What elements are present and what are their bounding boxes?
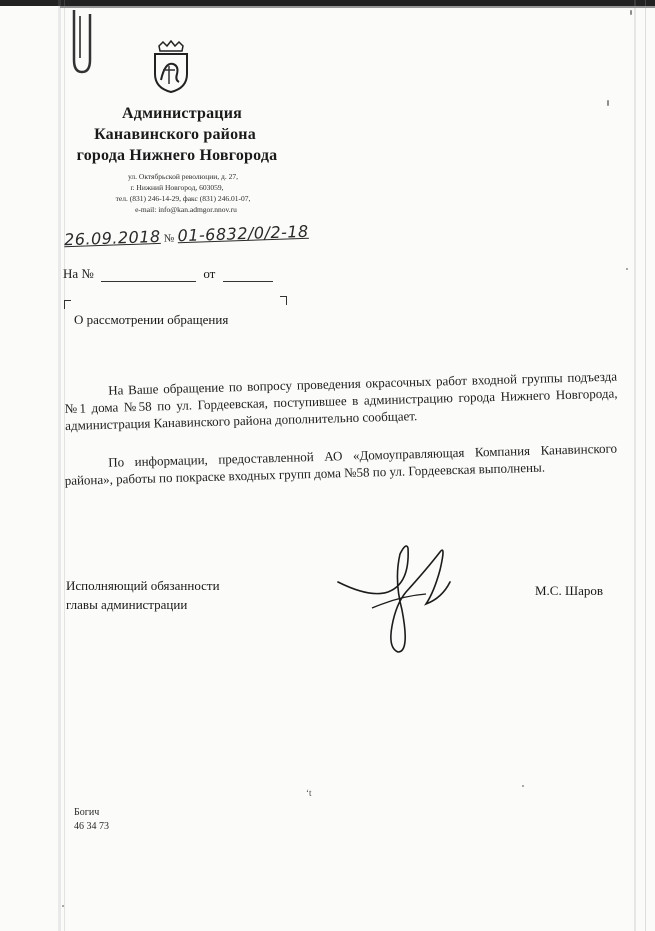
handwritten-signature	[330, 540, 480, 660]
scan-speck	[607, 100, 609, 106]
address-line2: г. Нижний Новгород, 603059,	[130, 183, 224, 192]
address-line3: тел. (831) 246-14-29, факс (831) 246.01-07,	[115, 194, 251, 203]
reference-number-blank	[101, 269, 196, 282]
scan-speck	[626, 268, 628, 270]
registration-number: 01-6832/0/2-18	[177, 221, 309, 246]
body-paragraph-1	[64, 368, 618, 434]
subject-bracket-right	[280, 296, 287, 305]
city-emblem-icon	[149, 40, 193, 94]
scan-speck	[522, 785, 524, 787]
reference-line	[63, 266, 273, 282]
reference-from-label: от	[203, 266, 216, 281]
scan-streak	[645, 0, 646, 931]
scan-streak	[634, 0, 636, 931]
address-line1: ул. Октябрьской революции, д. 27,	[127, 172, 239, 181]
scan-top-edge-shadow	[60, 6, 655, 8]
scan-speck	[62, 905, 64, 907]
paragraph-1-text: На Ваше обращение по вопросу проведения окрасочных работ входной группы подъезда №1 дома №58 по ул. Гордеевская, поступившее в администрацию города Нижнего Новгорода, администрация Канавинского района дополнительно сообщает.	[64, 368, 618, 433]
org-name-line3: города Нижнего Новгорода	[76, 147, 278, 164]
registration-date: 26.09.2018	[63, 226, 161, 250]
paragraph-2-text: По информации, предоставленной АО «Домоуправляющая Компания Канавинского района», работы по покраске входных групп дома №58 по ул. Гордеевская выполнены.	[64, 440, 618, 488]
registration-number-sign: №	[163, 232, 175, 245]
signatory-role-line1: Исполняющий обязанности	[66, 578, 220, 593]
performer-phone: 46 34 73	[74, 821, 109, 832]
reference-prefix: На №	[63, 266, 94, 281]
paper-clip-icon	[66, 8, 96, 78]
performer-block	[74, 806, 109, 834]
org-name-line2: Канавинского района	[94, 126, 256, 143]
performer-name: Богич	[74, 807, 100, 818]
letter-subject: О рассмотрении обращения	[74, 312, 229, 327]
address-line4: e-mail: info@kan.admgor.nnov.ru	[135, 205, 237, 214]
scan-speck	[630, 10, 632, 15]
subject-bracket-left	[64, 300, 71, 309]
registration-stamp	[64, 222, 309, 250]
signatory-name: М.С. Шаров	[535, 583, 604, 598]
signatory-role	[66, 576, 220, 614]
org-name-line1: Администрация	[122, 105, 242, 122]
scan-mark: ʻt	[306, 788, 312, 798]
signatory-role-line2: главы администрации	[66, 597, 188, 612]
body-paragraph-2	[64, 440, 618, 489]
reference-date-blank	[223, 269, 273, 282]
